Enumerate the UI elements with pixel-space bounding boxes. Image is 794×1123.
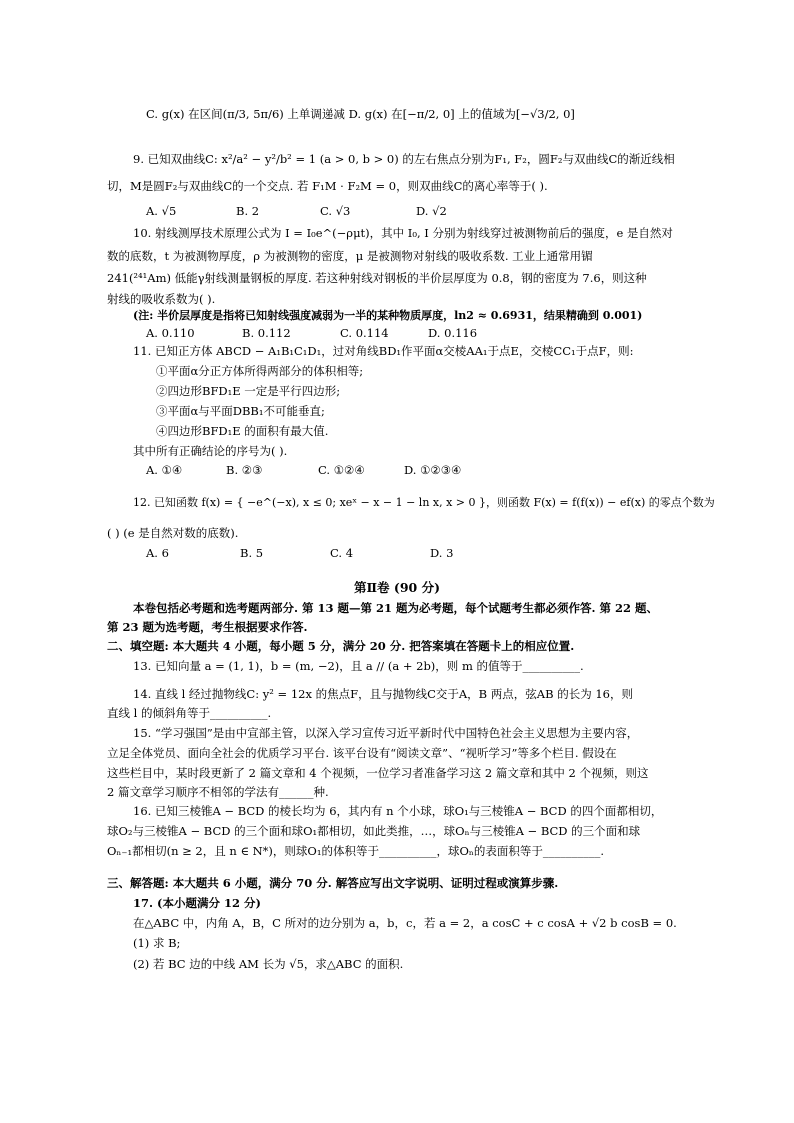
q15-line-3: 这些栏目中，某时段更新了 2 篇文章和 4 个视频，一位学习者准备学习这 2 篇文章和其中 2 个视频，则这 [107,766,649,780]
q14-line-1: 14. 直线 l 经过抛物线C: y² = 12x 的焦点F，且与抛物线C交于A，B 两点，弦AB 的长为 16，则 [133,687,633,701]
q9-line-2: 切，M是圆F₂与双曲线C的一个交点. 若 F₁M · F₂M = 0，则双曲线C的离心率等于( ). [107,179,548,193]
q11-statement-3: ③平面α与平面DBB₁不可能垂直; [156,404,325,418]
q14-line-2: 直线 l 的倾斜角等于__________. [107,706,272,720]
section-2-title: 第Ⅱ卷 (90 分) [354,580,440,595]
q10-option-c: C. 0.114 [340,326,389,340]
q8-options-cd: C. g(x) 在区间(π/3, 5π/6) 上单调递减 D. g(x) 在[−π/2, 0] 上的值域为[−√3/2, 0] [146,107,575,121]
q16-line-1: 16. 已知三棱锥A − BCD 的棱长均为 6，其内有 n 个小球，球O₁与三棱锥A − BCD 的四个面都相切， [133,804,663,818]
q12-option-d: D. 3 [430,546,454,560]
q9-line-1: 9. 已知双曲线C: x²/a² − y²/b² = 1 (a > 0, b > 0) 的左右焦点分别为F₁, F₂，圆F₂与双曲线C的渐近线相 [133,152,675,166]
q9-option-b: B. 2 [236,204,260,218]
q10-line-2: 数的底数，t 为被测物厚度，ρ 为被测物的密度，μ 是被测物对射线的吸收系数. 工业上通常用镅 [107,249,593,263]
q13: 13. 已知向量 a = (1, 1)，b = (m, −2)，且 a // (a + 2b)，则 m 的值等于__________. [133,659,584,673]
q11-option-b: B. ②③ [226,463,263,477]
q17-part-1: (1) 求 B; [133,936,181,950]
q11-line-1: 11. 已知正方体 ABCD − A₁B₁C₁D₁，过对角线BD₁作平面α交棱AA₁于点E，交棱CC₁于点F，则: [133,344,634,358]
q17-part-2: (2) 若 BC 边的中线 AM 长为 √5，求△ABC 的面积. [133,957,404,971]
q11-prompt: 其中所有正确结论的序号为( ). [133,444,288,458]
q12-line-2: ( ) (e 是自然对数的底数). [107,526,239,540]
q12-option-a: A. 6 [146,546,169,560]
fill-in-heading: 二、填空题: 本大题共 4 小题，每小题 5 分，满分 20 分. 把答案填在答题卡上的相应位置. [107,639,575,653]
q11-statement-1: ①平面α分正方体所得两部分的体积相等; [156,364,364,378]
q16-line-2: 球O₂与三棱锥A − BCD 的三个面和球O₁都相切，如此类推，…，球Oₙ与三棱锥A − BCD 的三个面和球 [107,824,641,838]
q10-note: (注: 半价层厚度是指将已知射线强度减弱为一半的某种物质厚度，ln2 ≈ 0.6931，结果精确到 0.001) [133,309,643,322]
q15-line-4: 2 篇文章学习顺序不相邻的学法有______种. [107,785,329,799]
q10-line-4: 射线的吸收系数为( ). [107,292,216,306]
q10-line-3: 241(²⁴¹Am) 低能γ射线测量钢板的厚度. 若这种射线对钢板的半价层厚度为 0.8，钢的密度为 7.6，则这种 [107,271,647,285]
q17-line-1: 在△ABC 中，内角 A，B，C 所对的边分别为 a，b，c，若 a = 2，a cosC + c cosA + √2 b cosB = 0. [133,916,677,930]
q10-option-d: D. 0.116 [428,326,478,340]
q17-title: 17. (本小题满分 12 分) [133,896,261,910]
q11-option-d: D. ①②③④ [404,463,462,477]
answer-section-heading: 三、解答题: 本大题共 6 小题，满分 70 分. 解答应写出文字说明、证明过程或演算步骤. [107,876,559,890]
q11-statement-4: ④四边形BFD₁E 的面积有最大值. [156,424,329,438]
q11-statement-2: ②四边形BFD₁E 一定是平行四边形; [156,384,341,398]
q9-option-c: C. √3 [320,204,351,218]
section-2-intro-2: 第 23 题为选考题，考生根据要求作答. [107,620,308,634]
q11-option-a: A. ①④ [146,463,183,477]
q15-line-1: 15. “学习强国”是由中宣部主管，以深入学习宣传习近平新时代中国特色社会主义思想为主要内容， [133,726,639,740]
q9-option-a: A. √5 [146,204,177,218]
q12-option-c: C. 4 [330,546,354,560]
q16-line-3: Oₙ₋₁都相切(n ≥ 2，且 n ∈ N*)，则球O₁的体积等于__________，球Oₙ的表面积等于__________. [107,844,605,858]
q15-line-2: 立足全体党员、面向全社会的优质学习平台. 该平台设有“阅读文章”、“视听学习”等多个栏目. 假设在 [107,746,617,760]
q11-option-c: C. ①②④ [318,463,365,477]
q12-option-b: B. 5 [240,546,264,560]
q12-line-1: 12. 已知函数 f(x) = { −e^(−x), x ≤ 0; xeˣ − x − 1 − ln x, x > 0 }，则函数 F(x) = f(f(x)) − ef(x) 的零点个数为 [133,496,715,509]
q9-option-d: D. √2 [416,204,447,218]
q10-option-b: B. 0.112 [242,326,291,340]
q10-line-1: 10. 射线测厚技术原理公式为 I = I₀e^(−ρμt)，其中 I₀, I 分别为射线穿过被测物前后的强度，e 是自然对 [133,226,673,240]
section-2-intro-1: 本卷包括必考题和选考题两部分. 第 13 题—第 21 题为必考题，每个试题考生都必须作答. 第 22 题、 [133,601,659,615]
q10-option-a: A. 0.110 [146,326,195,340]
